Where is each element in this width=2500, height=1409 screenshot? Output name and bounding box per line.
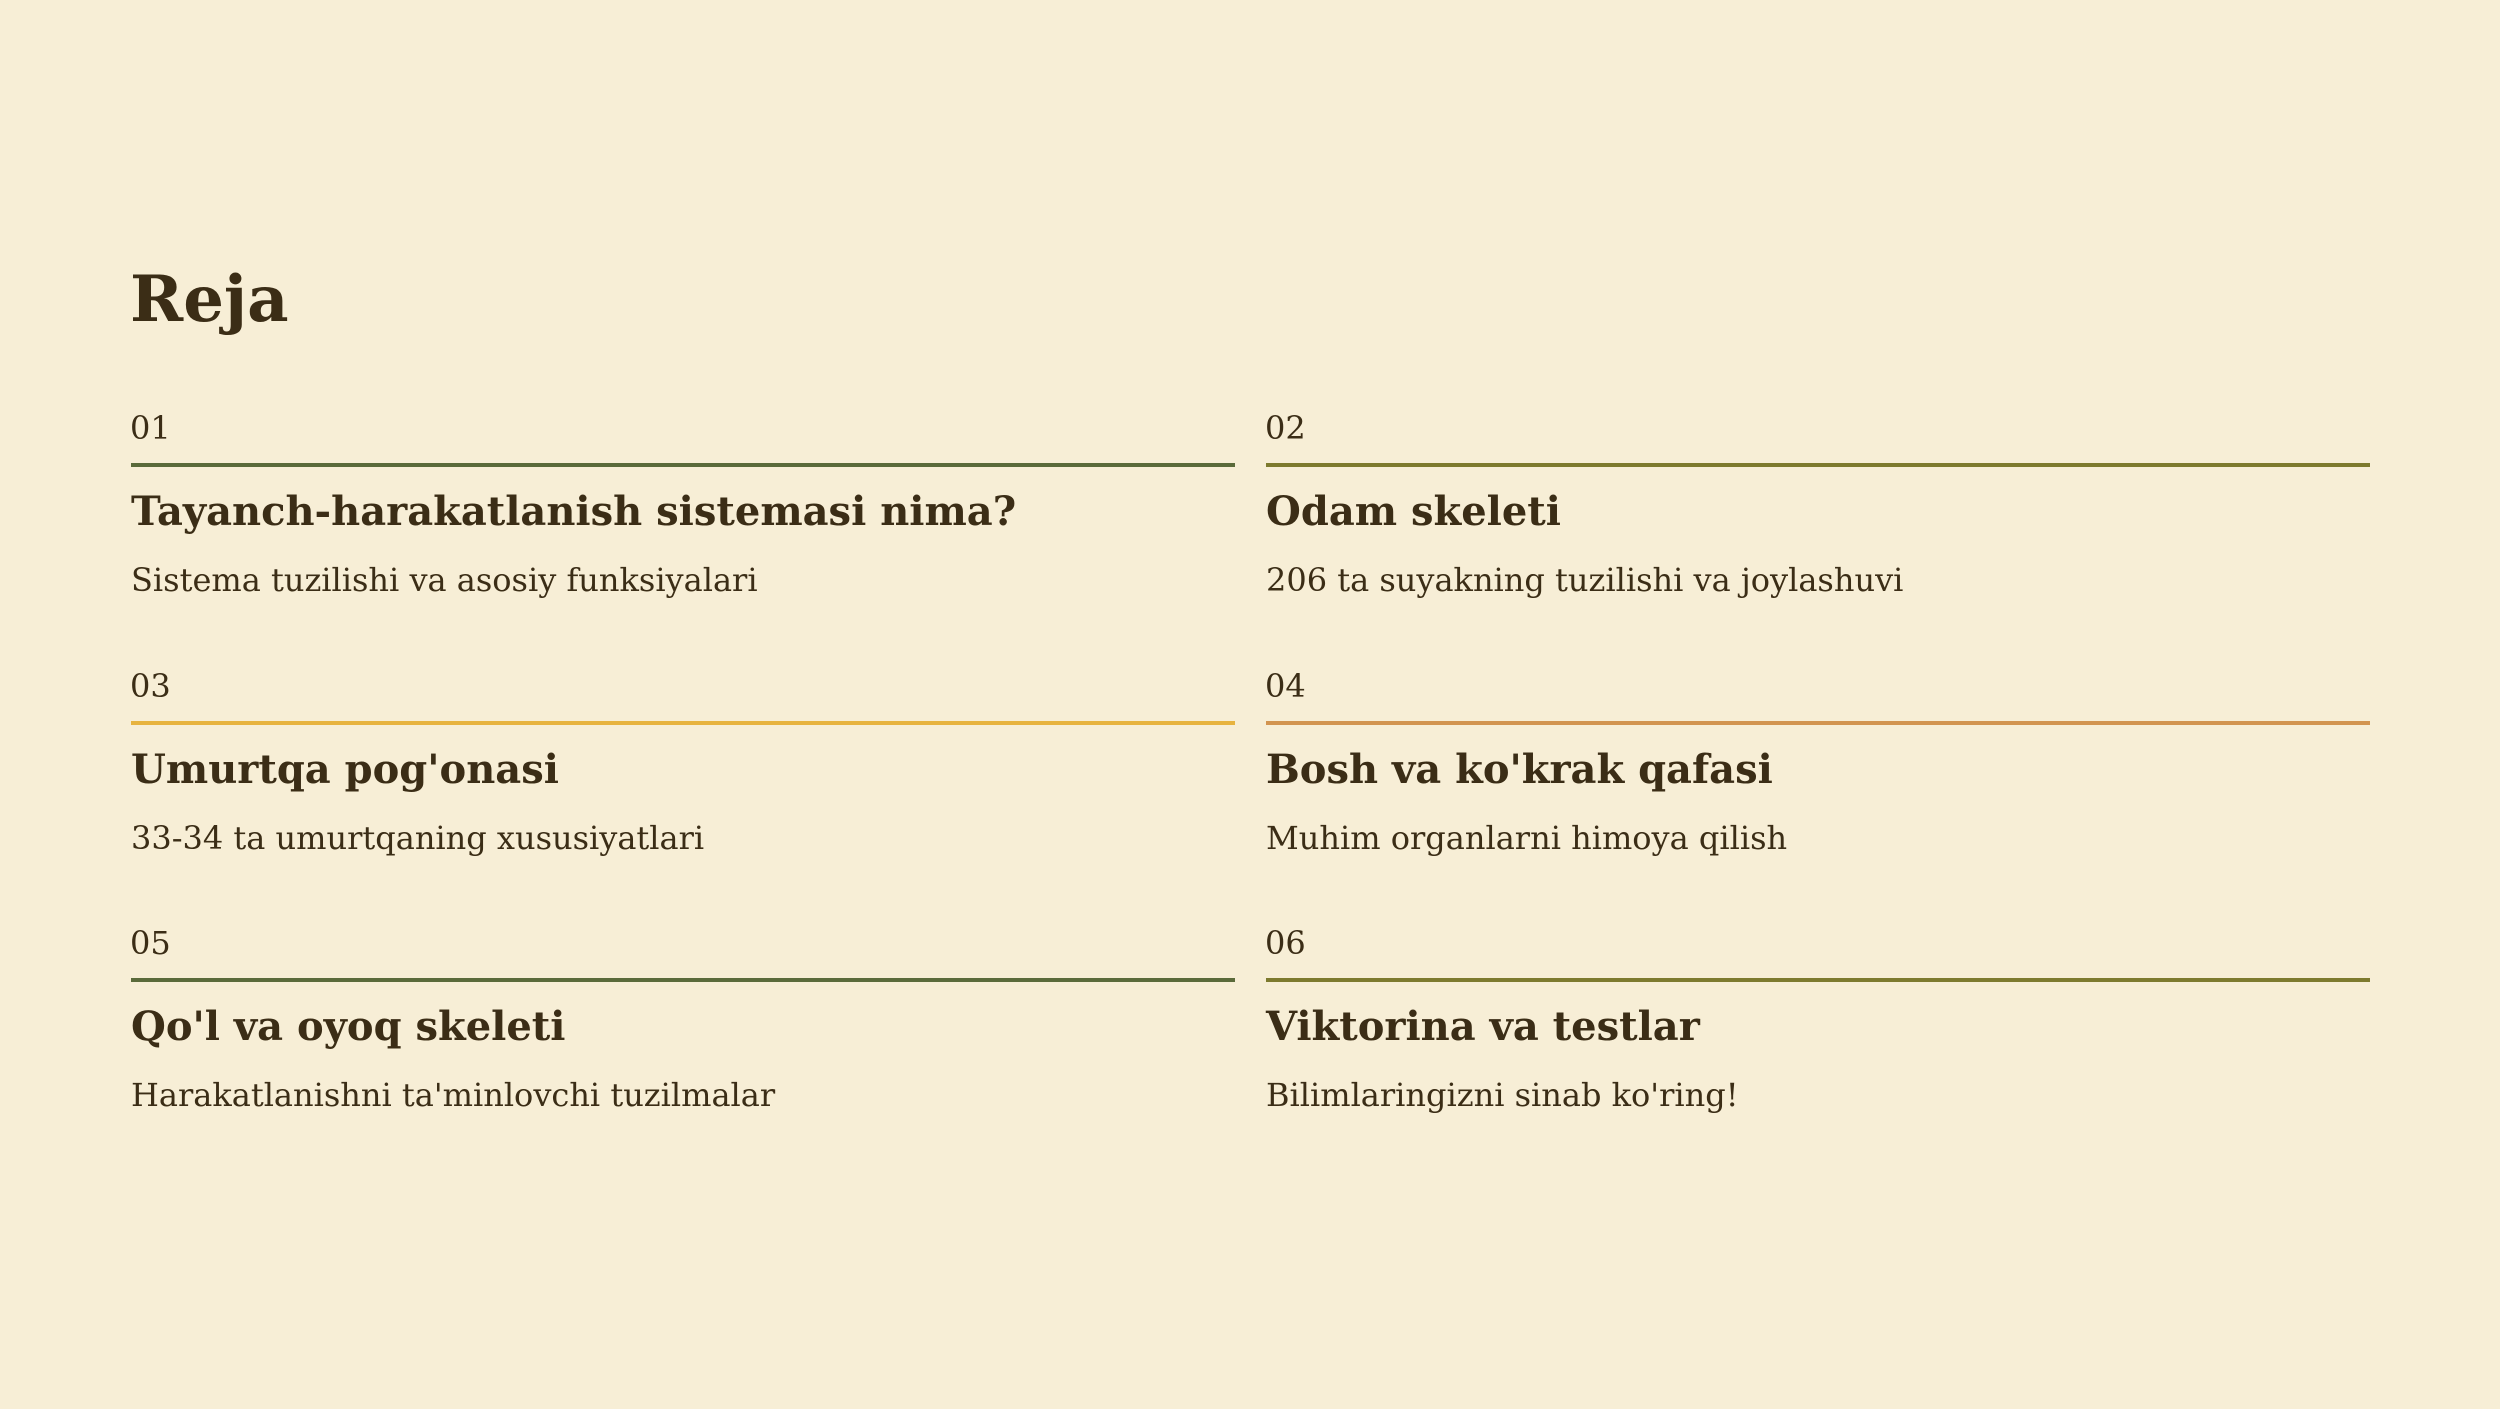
item-title: Bosh va ko'krak qafasi [1266,746,1773,793]
item-divider [1266,978,2370,982]
item-divider [131,721,1235,725]
agenda-item-06 [1266,923,2370,1143]
item-divider [131,978,1235,982]
item-description: 206 ta suyakning tuzilishi va joylashuvi [1266,561,1904,599]
page-title: Reja [130,262,289,337]
item-number: 05 [130,924,171,962]
item-description: Sistema tuzilishi va asosiy funksiyalari [131,561,758,599]
item-divider [1266,721,2370,725]
item-description: Harakatlanishni ta'minlovchi tuzilmalar [131,1076,776,1114]
item-title: Viktorina va testlar [1266,1003,1700,1050]
item-number: 01 [130,409,171,447]
agenda-item-04 [1266,666,2370,886]
item-description: Muhim organlarni himoya qilish [1266,819,1788,857]
agenda-item-03 [131,666,1235,886]
item-divider [131,463,1235,467]
item-title: Tayanch-harakatlanish sistemasi nima? [131,488,1017,535]
item-description: 33-34 ta umurtqaning xususiyatlari [131,819,705,857]
item-number: 06 [1265,924,1306,962]
item-title: Qo'l va oyoq skeleti [131,1003,566,1050]
agenda-item-05 [131,923,1235,1143]
agenda-item-01 [131,408,1235,628]
item-number: 04 [1265,667,1306,705]
item-divider [1266,463,2370,467]
item-number: 03 [130,667,171,705]
item-description: Bilimlaringizni sinab ko'ring! [1266,1076,1739,1114]
item-title: Umurtqa pog'onasi [131,746,559,793]
agenda-item-02 [1266,408,2370,628]
item-number: 02 [1265,409,1306,447]
item-title: Odam skeleti [1266,488,1561,535]
